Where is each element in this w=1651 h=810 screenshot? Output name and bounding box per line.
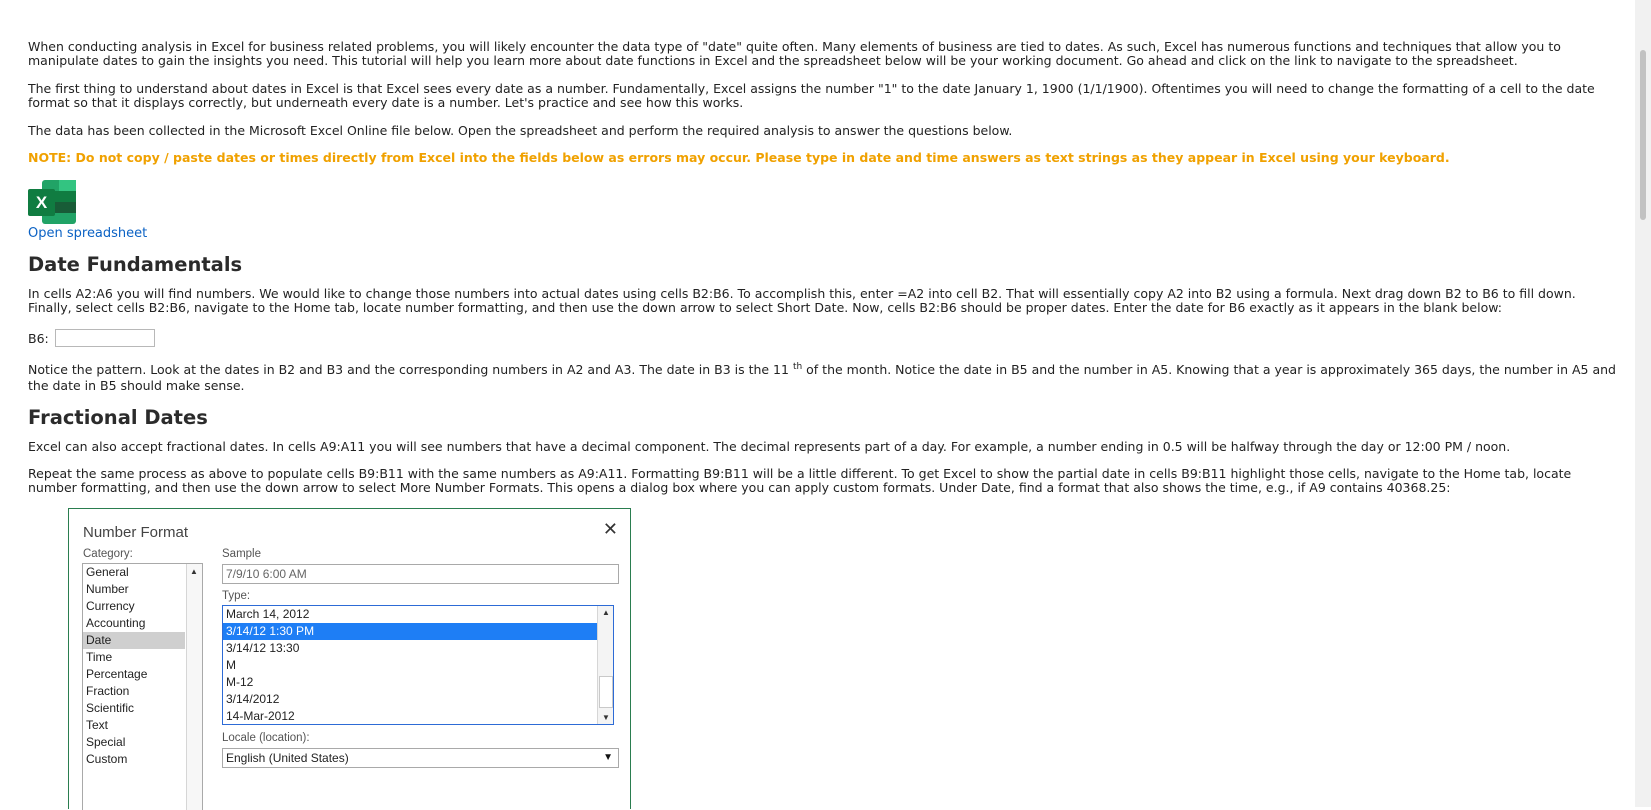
heading-date-fundamentals: Date Fundamentals xyxy=(28,253,243,276)
fractional-paragraph-2: Repeat the same process as above to populate cells B9:B11 with the same numbers as A9:A11. Formatting B9:B11 will be a little different. To get Excel to show the partial date in cells B9:B11 highlight those cells, navigate to the Home tab, locate number formatting, and then use the down arrow to select More Number Formats. This opens a dialog box where you can apply custom formats. Under Date, find a format that also shows the time, e.g., if A9 contains 40368.25: xyxy=(28,466,1572,495)
type-item[interactable]: 3/14/12 13:30 xyxy=(226,641,300,655)
intro-paragraph-1: When conducting analysis in Excel for business related problems, you will likely encounter the data type of "date" quite often. Many elements of business are tied to dates. As such, Excel has numerous functions and techniques that allow you to manipulate dates to gain the insights you need. This tutorial will help you learn more about date functions in Excel and the spreadsheet below will be your working document. Go ahead and click on the link to navigate to the spreadsheet. xyxy=(28,39,1561,68)
category-list[interactable] xyxy=(82,563,203,810)
open-spreadsheet-link[interactable]: Open spreadsheet xyxy=(28,226,148,241)
type-item[interactable]: 3/14/2012 xyxy=(226,692,280,706)
b6-answer-row xyxy=(28,329,155,347)
locale-value: English (United States) xyxy=(226,751,349,765)
pattern-paragraph xyxy=(28,363,1618,393)
heading-fractional-dates: Fractional Dates xyxy=(28,406,208,429)
sample-label: Sample xyxy=(222,548,261,560)
pattern-superscript: th xyxy=(792,362,803,372)
b6-label: B6: xyxy=(28,330,49,346)
type-item[interactable]: 3/14/12 1:30 PM xyxy=(223,623,598,640)
intro-paragraph-3: The data has been collected in the Microsoft Excel Online file below. Open the spreadsheet and perform the required analysis to answer the questions below. xyxy=(28,123,1013,138)
type-item[interactable]: M-12 xyxy=(226,675,254,689)
page-scrollbar[interactable] xyxy=(1635,0,1651,807)
category-item[interactable]: Percentage xyxy=(86,667,148,681)
type-item[interactable]: March 14, 2012 xyxy=(226,607,310,621)
dropdown-arrow-icon[interactable]: ▼ xyxy=(603,752,613,763)
type-list[interactable] xyxy=(222,605,614,725)
type-scroll-thumb[interactable] xyxy=(599,676,613,708)
date-fundamentals-paragraph: In cells A2:A6 you will find numbers. We would like to change those numbers into actual dates using cells B2:B6. To accomplish this, enter =A2 into cell B2. That will essentially copy A2 into B2 using a formula. Next drag down B2 to B6 to fill down. Finally, select cells B2:B6, navigate to the Home tab, locate number formatting, and then use the down arrow to select Short Date. Now, cells B2:B6 should be proper dates. Enter the date for B6 exactly as it appears in the blank below: xyxy=(28,286,1576,315)
category-label: Category: xyxy=(83,548,133,560)
type-label: Type: xyxy=(222,590,251,602)
scroll-up-icon[interactable]: ▲ xyxy=(190,567,198,576)
note-warning: NOTE: Do not copy / paste dates or times directly from Excel into the fields below as errors may occur. Please type in date and time answers as text strings as they appear in Excel using your keyboard. xyxy=(28,150,1450,165)
scroll-up-icon[interactable]: ▲ xyxy=(602,608,610,617)
category-item[interactable]: Scientific xyxy=(86,701,135,715)
page-scroll-thumb[interactable] xyxy=(1640,50,1646,220)
category-item[interactable]: Number xyxy=(86,582,129,596)
category-item[interactable]: General xyxy=(86,565,129,579)
scroll-down-icon[interactable]: ▼ xyxy=(602,713,610,722)
number-format-dialog xyxy=(68,508,631,809)
category-item[interactable]: Date xyxy=(83,632,185,649)
fractional-paragraph-1: Excel can also accept fractional dates. In cells A9:A11 you will see numbers that have a decimal component. The decimal represents part of a day. For example, a number ending in 0.5 will be halfway through the day or 12:00 PM / noon. xyxy=(28,439,1511,454)
type-item[interactable]: M xyxy=(226,658,236,672)
close-icon[interactable]: ✕ xyxy=(602,519,618,539)
category-item[interactable]: Text xyxy=(86,718,109,732)
category-item[interactable]: Accounting xyxy=(86,616,146,630)
dialog-title: Number Format xyxy=(83,524,189,541)
category-item[interactable]: Fraction xyxy=(86,684,130,698)
pattern-text-after: of the month. Notice the date in B5 and the number in A5. Knowing that a year is approximately 365 days, the number in A5 and the date in B5 should make sense. xyxy=(28,362,1616,393)
pattern-text-before: Notice the pattern. Look at the dates in B2 and B3 and the corresponding numbers in A2 and A3. The date in B3 is the 11 xyxy=(28,362,793,377)
sample-value: 7/9/10 6:00 AM xyxy=(222,564,619,584)
intro-paragraph-2: The first thing to understand about dates in Excel is that Excel sees every date as a number. Fundamentally, Excel assigns the number "1" to the date January 1, 1900 (1/1/1900). Oftentimes you will need to change the formatting of a cell to the date format so that it displays correctly, but underneath every date is a number. Let's practice and see how this works. xyxy=(28,81,1595,110)
excel-icon[interactable] xyxy=(28,180,76,224)
category-item[interactable]: Custom xyxy=(86,752,128,766)
category-item[interactable]: Time xyxy=(86,650,113,664)
locale-select[interactable] xyxy=(222,748,619,768)
b6-input[interactable] xyxy=(55,329,155,347)
category-item[interactable]: Special xyxy=(86,735,126,749)
category-scrollbar[interactable] xyxy=(186,564,202,810)
excel-icon-letter: X xyxy=(35,193,48,212)
type-item[interactable]: 14-Mar-2012 xyxy=(226,709,295,723)
type-scrollbar[interactable] xyxy=(597,606,613,724)
category-item[interactable]: Currency xyxy=(86,599,135,613)
locale-label: Locale (location): xyxy=(222,732,310,744)
